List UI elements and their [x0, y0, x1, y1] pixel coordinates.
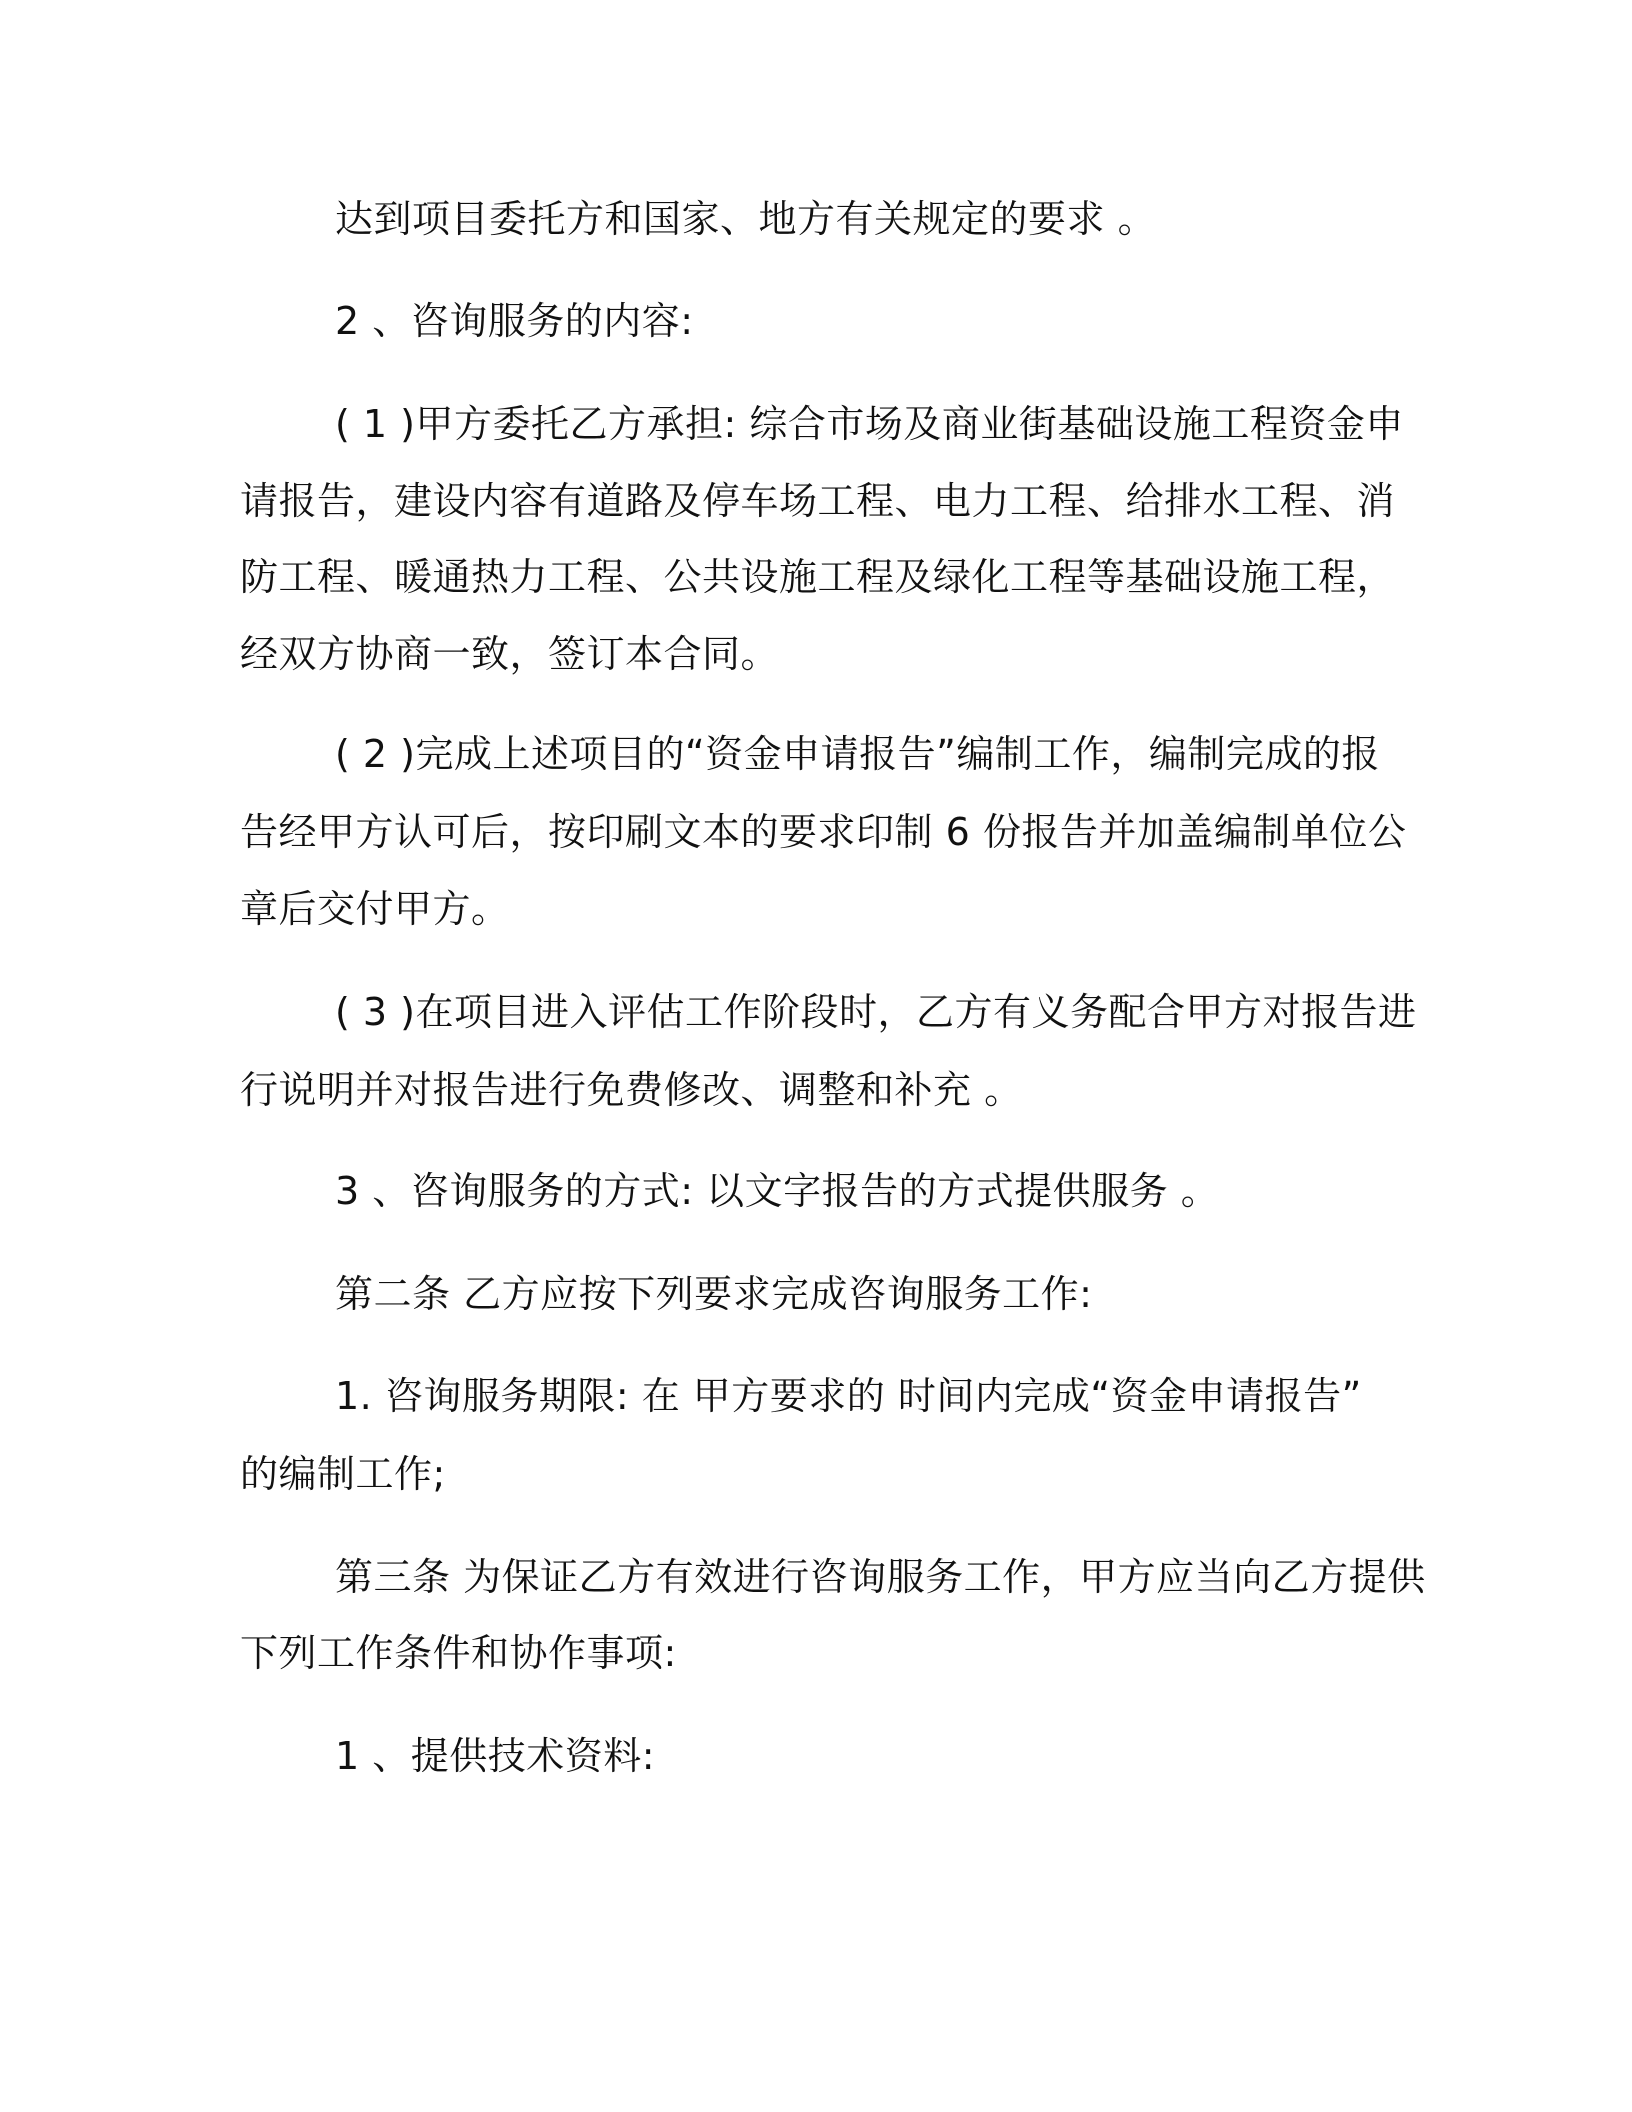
paragraph-line: 行说明并对报告进行免费修改、调整和补充 。	[240, 1068, 1023, 1112]
paragraph-line: 达到项目委托方和国家、地方有关规定的要求 。	[335, 197, 1157, 241]
paragraph-line: 请报告，建设内容有道路及停车场工程、电力工程、给排水工程、消	[240, 479, 1396, 523]
section-heading: 3 、咨询服务的方式: 以文字报告的方式提供服务 。	[335, 1169, 1220, 1213]
paragraph-line: 下列工作条件和协作事项:	[240, 1631, 677, 1675]
paragraph-line: ( 1 )甲方委托乙方承担: 综合市场及商业街基础设施工程资金申	[335, 402, 1404, 446]
paragraph-line: 1. 咨询服务期限: 在 甲方要求的 时间内完成“资金申请报告”	[335, 1374, 1362, 1418]
paragraph-line: 的编制工作;	[240, 1452, 446, 1496]
paragraph-line: 防工程、暖通热力工程、公共设施工程及绿化工程等基础设施工程，	[240, 555, 1396, 599]
paragraph-line: ( 2 )完成上述项目的“资金申请报告”编制工作，编制完成的报	[335, 732, 1380, 776]
article-heading: 第二条 乙方应按下列要求完成咨询服务工作:	[335, 1272, 1093, 1316]
paragraph-line: 经双方协商一致，签订本合同。	[240, 632, 780, 676]
article-heading: 第三条 为保证乙方有效进行咨询服务工作，甲方应当向乙方提供	[335, 1555, 1426, 1599]
section-heading: 2 、咨询服务的内容:	[335, 299, 694, 343]
paragraph-line: ( 3 )在项目进入评估工作阶段时，乙方有义务配合甲方对报告进	[335, 990, 1417, 1034]
paragraph-line: 告经甲方认可后，按印刷文本的要求印制 6 份报告并加盖编制单位公	[240, 810, 1407, 854]
section-heading: 1 、提供技术资料:	[335, 1734, 656, 1778]
paragraph-line: 章后交付甲方。	[240, 887, 510, 931]
